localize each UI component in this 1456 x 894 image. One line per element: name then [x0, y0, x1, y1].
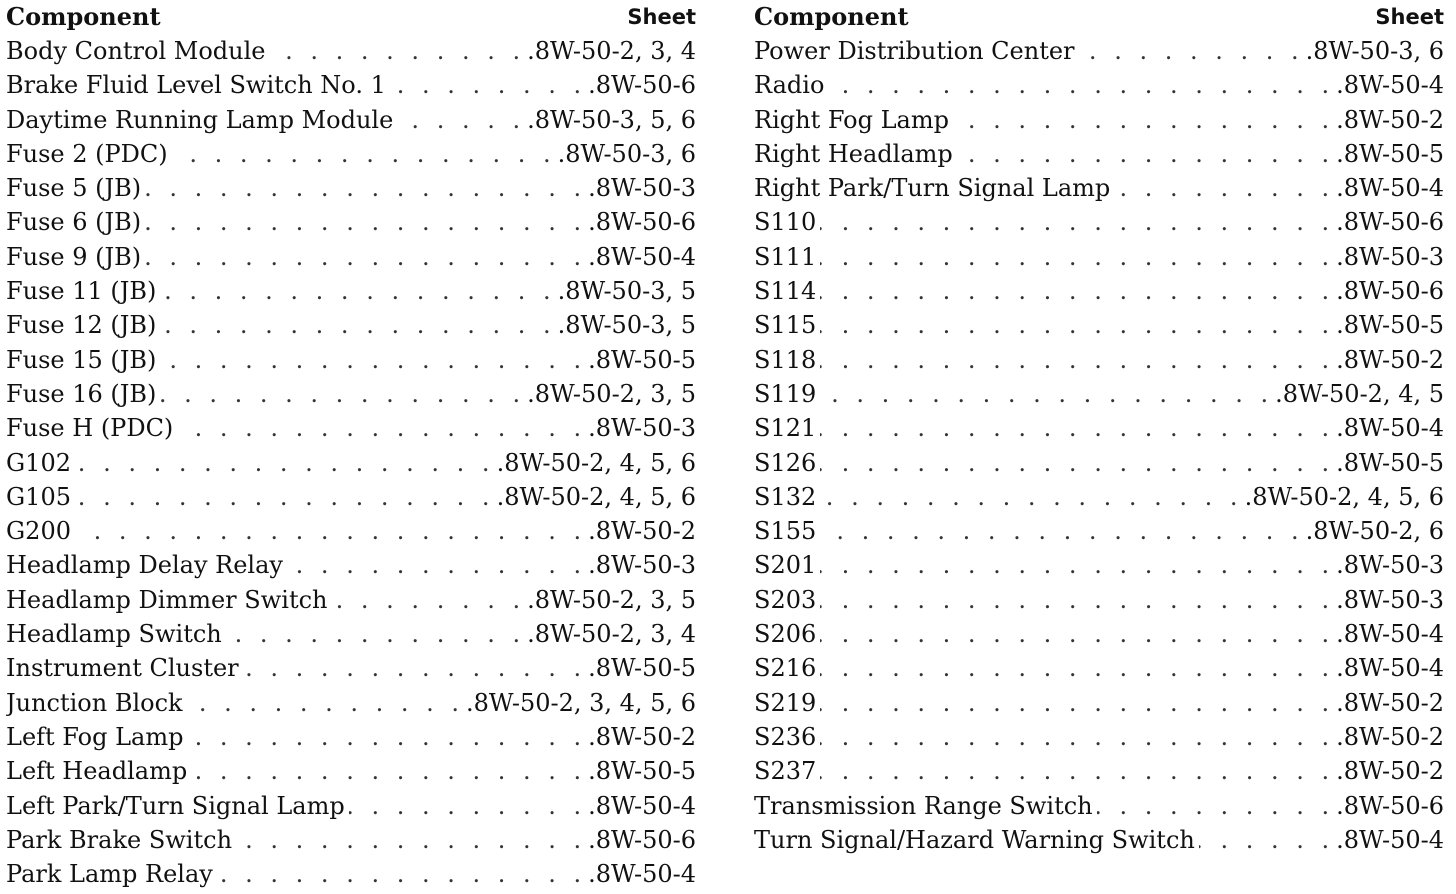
dot-leader — [160, 274, 555, 308]
component-name: S110 — [754, 208, 817, 237]
list-item — [6, 823, 696, 857]
column-header — [6, 0, 696, 34]
list-item — [754, 343, 1444, 377]
sheet-reference: .8W-50-2, 4, 5, 6 — [496, 482, 696, 511]
component-name: Park Brake Switch — [6, 825, 233, 854]
sheet-reference: .8W-50-4 — [588, 791, 696, 820]
list-item — [754, 446, 1444, 480]
list-item — [754, 274, 1444, 308]
component-name: Instrument Cluster — [6, 654, 239, 683]
dot-leader — [953, 103, 1334, 137]
list-item — [754, 171, 1444, 205]
component-name: Park Lamp Relay — [6, 860, 213, 889]
component-name: Fuse 9 (JB) — [6, 242, 142, 271]
sheet-reference: .8W-50-2 — [1336, 722, 1444, 751]
dot-leader — [191, 754, 586, 788]
sheet-reference: .8W-50-2, 4, 5, 6 — [1244, 482, 1444, 511]
dot-leader — [397, 103, 525, 137]
sheet-reference: .8W-50-4 — [1336, 620, 1444, 649]
list-item — [6, 343, 696, 377]
dot-leader — [820, 446, 1334, 480]
dot-leader — [75, 480, 495, 514]
list-item — [754, 68, 1444, 102]
dot-leader — [957, 137, 1334, 171]
dot-leader — [390, 68, 586, 102]
dot-leader — [270, 34, 526, 68]
list-item — [754, 823, 1444, 857]
list-item — [6, 308, 696, 342]
sheet-reference: .8W-50-4 — [1336, 174, 1444, 203]
dot-leader — [172, 137, 556, 171]
sheet-reference: .8W-50-2, 4, 5, 6 — [496, 448, 696, 477]
component-name: Fuse H (PDC) — [6, 414, 174, 443]
component-name: S126 — [754, 448, 817, 477]
component-column-right — [754, 0, 1444, 857]
component-name: Fuse 2 (PDC) — [6, 139, 168, 168]
sheet-reference: .8W-50-3, 5, 6 — [527, 105, 696, 134]
dot-leader — [236, 823, 586, 857]
component-name: Power Distribution Center — [754, 37, 1075, 65]
dot-leader — [145, 205, 586, 239]
sheet-reference: .8W-50-3 — [588, 551, 696, 580]
list-item — [754, 308, 1444, 342]
list-item — [754, 103, 1444, 137]
list-item — [754, 548, 1444, 582]
component-name: Right Headlamp — [754, 139, 953, 168]
dot-leader — [226, 617, 525, 651]
list-item — [6, 480, 696, 514]
sheet-reference: .8W-50-4 — [1336, 825, 1444, 854]
sheet-header: Sheet — [627, 5, 696, 29]
component-name: Junction Block — [6, 688, 183, 717]
dot-leader — [75, 446, 495, 480]
component-name: Fuse 12 (JB) — [6, 311, 157, 340]
sheet-reference: .8W-50-2 — [588, 722, 696, 751]
component-header: Component — [6, 2, 161, 31]
component-name: Fuse 15 (JB) — [6, 345, 157, 374]
dot-leader — [820, 480, 1242, 514]
list-item — [6, 686, 696, 720]
list-item — [754, 34, 1444, 68]
sheet-reference: .8W-50-2 — [1336, 688, 1444, 717]
dot-leader — [331, 583, 525, 617]
sheet-reference: .8W-50-6 — [588, 208, 696, 237]
dot-leader — [243, 651, 586, 685]
sheet-reference: .8W-50-4 — [1336, 71, 1444, 100]
list-item — [6, 583, 696, 617]
dot-leader — [1199, 823, 1334, 857]
dot-leader — [820, 274, 1334, 308]
sheet-reference: .8W-50-6 — [588, 825, 696, 854]
dot-leader — [1114, 171, 1334, 205]
list-item — [6, 240, 696, 274]
list-item — [6, 514, 696, 548]
list-item — [754, 789, 1444, 823]
dot-leader — [820, 720, 1334, 754]
component-name: S203 — [754, 585, 817, 614]
sheet-reference: .8W-50-2, 6 — [1305, 517, 1444, 546]
list-item — [6, 103, 696, 137]
dot-leader — [160, 308, 555, 342]
sheet-reference: .8W-50-3 — [588, 174, 696, 203]
component-name: Radio — [754, 71, 825, 100]
sheet-reference: .8W-50-3, 5 — [557, 311, 696, 340]
dot-leader — [820, 377, 1273, 411]
list-item — [754, 137, 1444, 171]
dot-leader — [820, 651, 1334, 685]
component-name: S115 — [754, 311, 817, 340]
list-item — [754, 617, 1444, 651]
list-item — [6, 789, 696, 823]
component-name: S219 — [754, 688, 817, 717]
component-name: Daytime Running Lamp Module — [6, 105, 394, 134]
dot-leader — [820, 514, 1303, 548]
dot-leader — [1097, 789, 1335, 823]
sheet-reference: .8W-50-3 — [588, 414, 696, 443]
component-name: Left Headlamp — [6, 757, 188, 786]
component-name: Body Control Module — [6, 37, 266, 65]
list-item — [6, 205, 696, 239]
sheet-reference: .8W-50-2, 3, 4 — [527, 37, 696, 65]
sheet-reference: .8W-50-5 — [1336, 448, 1444, 477]
sheet-reference: .8W-50-2, 3, 5 — [527, 585, 696, 614]
sheet-reference: .8W-50-2, 3, 4 — [527, 620, 696, 649]
sheet-reference: .8W-50-2 — [588, 517, 696, 546]
list-item — [6, 446, 696, 480]
sheet-reference: .8W-50-2 — [1336, 345, 1444, 374]
list-item — [754, 411, 1444, 445]
sheet-reference: .8W-50-2 — [1336, 757, 1444, 786]
dot-leader — [287, 548, 586, 582]
sheet-header: Sheet — [1375, 5, 1444, 29]
component-name: S119 — [754, 379, 817, 408]
sheet-reference: .8W-50-6 — [1336, 208, 1444, 237]
component-name: Headlamp Switch — [6, 620, 222, 649]
dot-leader — [75, 514, 586, 548]
sheet-reference: .8W-50-5 — [1336, 311, 1444, 340]
list-item — [754, 720, 1444, 754]
component-name: S236 — [754, 722, 817, 751]
dot-leader — [820, 686, 1334, 720]
sheet-reference: .8W-50-5 — [588, 345, 696, 374]
dot-leader — [187, 686, 464, 720]
sheet-reference: .8W-50-4 — [1336, 654, 1444, 683]
sheet-reference: .8W-50-3 — [1336, 585, 1444, 614]
sheet-reference: .8W-50-3, 6 — [1305, 37, 1444, 65]
dot-leader — [820, 240, 1334, 274]
component-name: Left Park/Turn Signal Lamp — [6, 791, 345, 820]
sheet-reference: .8W-50-3, 5 — [557, 277, 696, 306]
sheet-reference: .8W-50-5 — [588, 654, 696, 683]
list-item — [6, 34, 696, 68]
component-name: S118 — [754, 345, 817, 374]
component-name: S237 — [754, 757, 817, 786]
component-name: Fuse 11 (JB) — [6, 277, 157, 306]
sheet-reference: .8W-50-3 — [1336, 551, 1444, 580]
component-name: S216 — [754, 654, 817, 683]
dot-leader — [177, 411, 586, 445]
list-item — [754, 205, 1444, 239]
dot-leader — [187, 720, 586, 754]
column-header — [754, 0, 1444, 34]
sheet-reference: .8W-50-5 — [588, 757, 696, 786]
component-name: Left Fog Lamp — [6, 722, 184, 751]
dot-leader — [820, 754, 1334, 788]
dot-leader — [145, 240, 586, 274]
dot-leader — [820, 205, 1334, 239]
sheet-reference: .8W-50-5 — [1336, 139, 1444, 168]
list-item — [6, 754, 696, 788]
list-item — [6, 274, 696, 308]
component-name: G102 — [6, 448, 71, 477]
sheet-reference: .8W-50-3, 6 — [557, 139, 696, 168]
list-item — [754, 583, 1444, 617]
component-name: G105 — [6, 482, 71, 511]
list-item — [6, 720, 696, 754]
component-name: Headlamp Delay Relay — [6, 551, 283, 580]
sheet-reference: .8W-50-4 — [588, 860, 696, 889]
sheet-reference: .8W-50-3 — [1336, 242, 1444, 271]
dot-leader — [145, 171, 586, 205]
component-name: G200 — [6, 517, 71, 546]
list-item — [6, 651, 696, 685]
list-item — [754, 686, 1444, 720]
sheet-reference: .8W-50-6 — [588, 71, 696, 100]
dot-leader — [820, 617, 1334, 651]
list-item — [6, 137, 696, 171]
component-name: S201 — [754, 551, 817, 580]
list-item — [6, 68, 696, 102]
list-item — [754, 514, 1444, 548]
dot-leader — [828, 68, 1334, 102]
component-list — [754, 34, 1444, 857]
sheet-reference: .8W-50-2, 3, 4, 5, 6 — [466, 688, 696, 717]
dot-leader — [820, 548, 1334, 582]
component-name: S206 — [754, 620, 817, 649]
component-name: S111 — [754, 242, 817, 271]
dot-leader — [1079, 34, 1304, 68]
list-item — [6, 171, 696, 205]
dot-leader — [217, 857, 586, 891]
component-name: Fuse 16 (JB) — [6, 379, 157, 408]
sheet-reference: .8W-50-2, 3, 5 — [527, 379, 696, 408]
list-item — [6, 548, 696, 582]
component-name: Fuse 6 (JB) — [6, 208, 142, 237]
component-name: S132 — [754, 482, 817, 511]
list-item — [6, 617, 696, 651]
list-item — [754, 480, 1444, 514]
component-name: Headlamp Dimmer Switch — [6, 585, 328, 614]
component-name: Right Fog Lamp — [754, 105, 949, 134]
component-name: S114 — [754, 277, 817, 306]
sheet-reference: .8W-50-2 — [1336, 105, 1444, 134]
dot-leader — [820, 343, 1334, 377]
sheet-reference: .8W-50-4 — [1336, 414, 1444, 443]
dot-leader — [820, 583, 1334, 617]
component-name: Transmission Range Switch — [754, 791, 1093, 820]
component-column-left — [6, 0, 696, 891]
component-name: S121 — [754, 414, 817, 443]
list-item — [754, 754, 1444, 788]
list-item — [754, 377, 1444, 411]
component-name: Right Park/Turn Signal Lamp — [754, 174, 1111, 203]
component-name: Fuse 5 (JB) — [6, 174, 142, 203]
sheet-reference: .8W-50-6 — [1336, 791, 1444, 820]
dot-leader — [160, 377, 525, 411]
dot-leader — [820, 308, 1334, 342]
list-item — [754, 651, 1444, 685]
dot-leader — [820, 411, 1334, 445]
list-item — [6, 411, 696, 445]
component-list — [6, 34, 696, 891]
sheet-reference: .8W-50-4 — [588, 242, 696, 271]
list-item — [6, 377, 696, 411]
sheet-reference: .8W-50-2, 4, 5 — [1275, 379, 1444, 408]
component-name: Brake Fluid Level Switch No. 1 — [6, 71, 386, 100]
list-item — [6, 857, 696, 891]
component-header: Component — [754, 2, 909, 31]
dot-leader — [349, 789, 586, 823]
component-name: Turn Signal/Hazard Warning Switch — [754, 825, 1195, 854]
sheet-reference: .8W-50-6 — [1336, 277, 1444, 306]
component-name: S155 — [754, 517, 817, 546]
dot-leader — [160, 343, 586, 377]
list-item — [754, 240, 1444, 274]
